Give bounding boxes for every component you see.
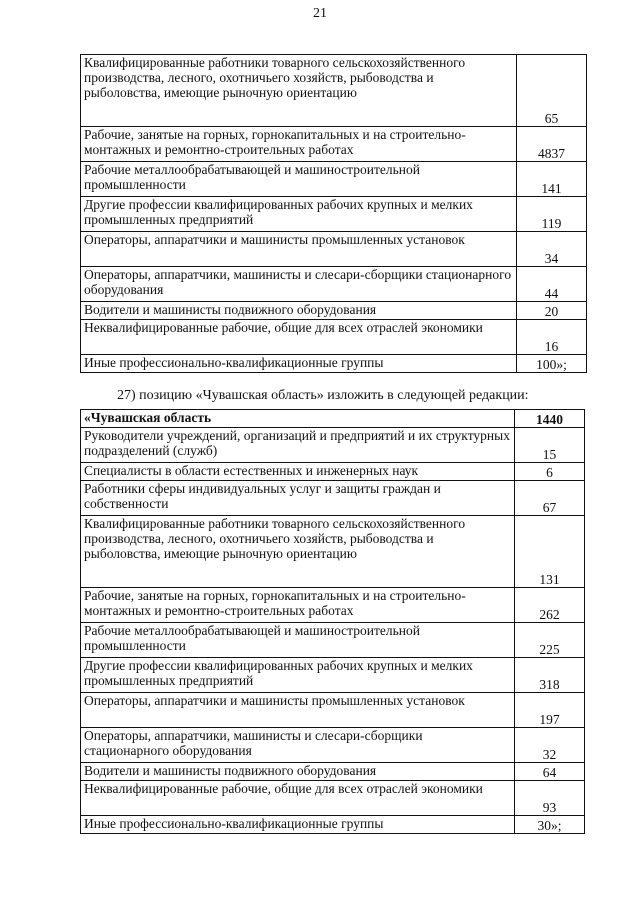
occupation-value: 141 <box>517 162 587 197</box>
table-row <box>81 516 585 588</box>
occupation-label: Операторы, аппаратчики и машинисты промышленных установок <box>81 693 515 728</box>
occupation-value: 44 <box>517 267 587 302</box>
occupation-label: Другие профессии квалифицированных рабочих крупных и мелких промышленных предприятий <box>81 658 515 693</box>
occupations-table-continued <box>80 54 587 373</box>
occupation-value: 34 <box>517 232 587 267</box>
table-row <box>81 428 585 463</box>
occupation-label: Квалифицированные работники товарного сельскохозяйственного производства, лесного, охотничьего хозяйств, рыбоводства и рыболовства, имеющие рыночную ориентацию <box>81 516 515 588</box>
occupation-value: 131 <box>515 516 585 588</box>
table-row <box>81 232 587 267</box>
table-row <box>81 463 585 481</box>
occupation-value: 4837 <box>517 127 587 162</box>
occupation-value: 93 <box>515 781 585 816</box>
occupation-label: Операторы, аппаратчики и машинисты промышленных установок <box>81 232 517 267</box>
table-row <box>81 728 585 763</box>
occupation-value: 225 <box>515 623 585 658</box>
occupation-value: 318 <box>515 658 585 693</box>
occupation-value: 262 <box>515 588 585 623</box>
occupation-label: Неквалифицированные рабочие, общие для всех отраслей экономики <box>81 320 517 355</box>
occupation-value: 64 <box>515 763 585 781</box>
occupation-value: 6 <box>515 463 585 481</box>
page-number: 21 <box>313 6 327 21</box>
occupation-value: 30»; <box>515 816 585 834</box>
table-row <box>81 588 585 623</box>
occupation-label: Операторы, аппаратчики, машинисты и слесари-сборщики стационарного оборудования <box>81 267 517 302</box>
occupation-label: Иные профессионально-квалификационные группы <box>81 816 515 834</box>
chuvash-region-table <box>80 409 585 834</box>
occupation-value: 15 <box>515 428 585 463</box>
occupation-label: Операторы, аппаратчики, машинисты и слесари-сборщики стационарного оборудования <box>81 728 515 763</box>
table-row <box>81 693 585 728</box>
amendment-instruction: 27) позицию «Чувашская область» изложить в следующей редакции: <box>117 388 529 403</box>
occupation-label: Рабочие металлообрабатывающей и машиностроительной промышленности <box>81 162 517 197</box>
table-row <box>81 763 585 781</box>
table-row <box>81 355 587 373</box>
occupation-value: 197 <box>515 693 585 728</box>
region-total: 1440 <box>515 410 585 428</box>
occupation-value: 20 <box>517 302 587 320</box>
table-row <box>81 127 587 162</box>
region-header-row <box>81 410 585 428</box>
occupation-label: Квалифицированные работники товарного сельскохозяйственного производства, лесного, охотничьего хозяйств, рыбоводства и рыболовства, имеющие рыночную ориентацию <box>81 55 517 127</box>
table-row <box>81 816 585 834</box>
table-row <box>81 320 587 355</box>
occupation-label: Неквалифицированные рабочие, общие для всех отраслей экономики <box>81 781 515 816</box>
table-row <box>81 302 587 320</box>
occupation-label: Работники сферы индивидуальных услуг и защиты граждан и собственности <box>81 481 515 516</box>
table-row <box>81 658 585 693</box>
occupation-value: 16 <box>517 320 587 355</box>
table-row <box>81 623 585 658</box>
occupation-value: 100»; <box>517 355 587 373</box>
occupation-value: 32 <box>515 728 585 763</box>
table-row <box>81 162 587 197</box>
occupation-label: Водители и машинисты подвижного оборудования <box>81 302 517 320</box>
occupation-label: Рабочие, занятые на горных, горнокапитальных и на строительно-монтажных и ремонтно-строительных работах <box>81 127 517 162</box>
occupation-label: Рабочие, занятые на горных, горнокапитальных и на строительно-монтажных и ремонтно-строительных работах <box>81 588 515 623</box>
occupation-label: Другие профессии квалифицированных рабочих крупных и мелких промышленных предприятий <box>81 197 517 232</box>
occupation-value: 67 <box>515 481 585 516</box>
table-row <box>81 267 587 302</box>
occupation-label: Иные профессионально-квалификационные группы <box>81 355 517 373</box>
table-row <box>81 781 585 816</box>
occupation-label: Руководители учреждений, организаций и предприятий и их структурных подразделений (служб) <box>81 428 515 463</box>
occupation-value: 119 <box>517 197 587 232</box>
table-row <box>81 197 587 232</box>
occupation-label: Водители и машинисты подвижного оборудования <box>81 763 515 781</box>
occupation-value: 65 <box>517 55 587 127</box>
occupation-label: Рабочие металлообрабатывающей и машиностроительной промышленности <box>81 623 515 658</box>
table-row <box>81 55 587 127</box>
region-name: «Чувашская область <box>81 410 515 428</box>
table-row <box>81 481 585 516</box>
occupation-label: Специалисты в области естественных и инженерных наук <box>81 463 515 481</box>
